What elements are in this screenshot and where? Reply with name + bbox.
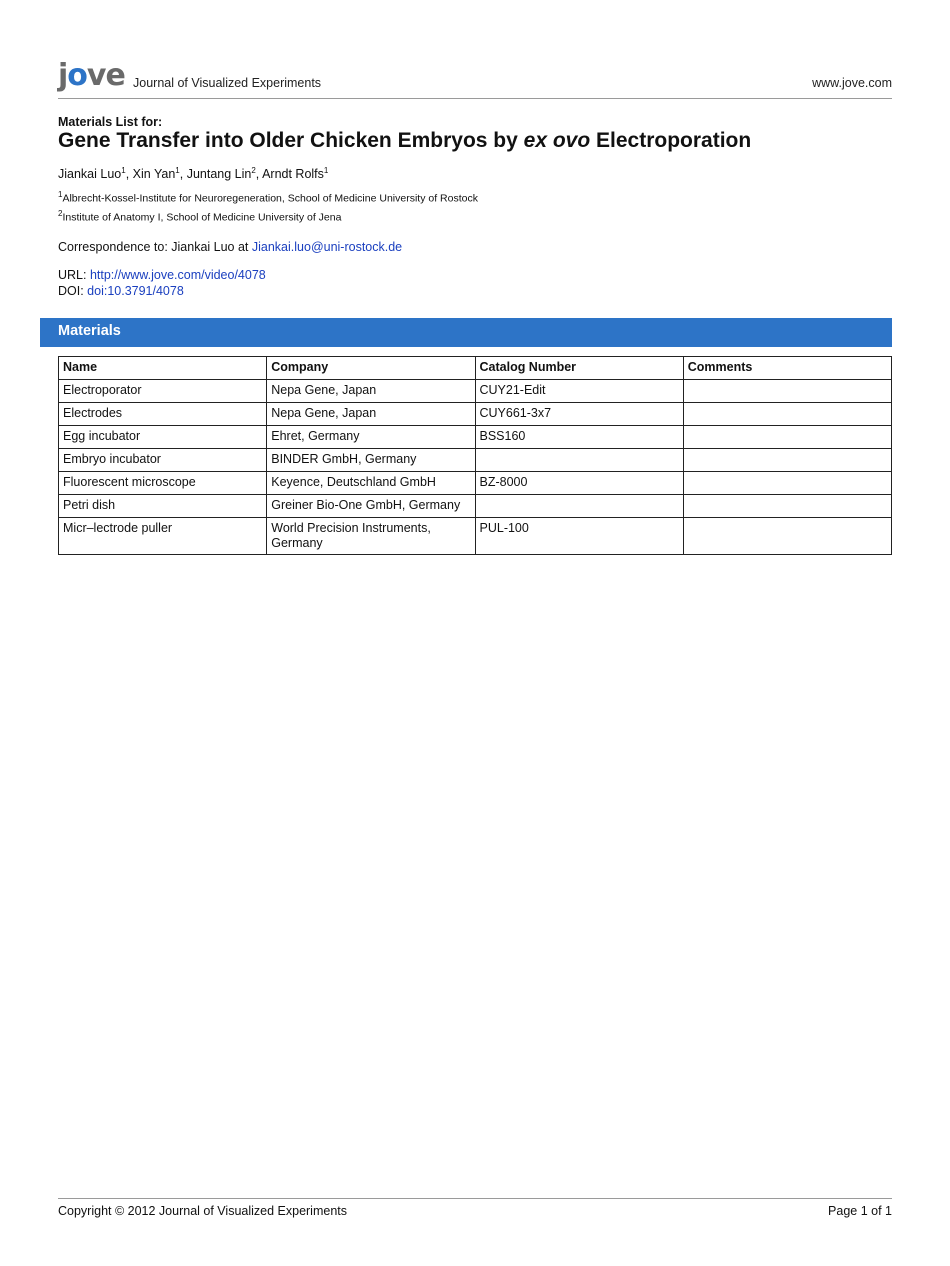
url-line	[58, 268, 266, 282]
site-url: www.jove.com	[812, 76, 892, 90]
url-label: URL:	[58, 268, 90, 282]
author-name: Juntang Lin	[186, 167, 252, 182]
table-cell	[475, 449, 683, 472]
materials-list-label: Materials List for:	[58, 115, 163, 129]
doi-link[interactable]: doi:10.3791/4078	[87, 284, 184, 298]
table-cell: PUL-100	[475, 518, 683, 555]
table-row	[59, 449, 892, 472]
table-cell: Fluorescent microscope	[59, 472, 267, 495]
title-text-2: Electroporation	[590, 129, 752, 152]
journal-name: Journal of Visualized Experiments	[133, 76, 322, 90]
table-cell: Electroporator	[59, 380, 267, 403]
video-url-link[interactable]: http://www.jove.com/video/4078	[89, 268, 266, 282]
table-cell: Micr–lectrode puller	[59, 518, 267, 555]
page-number: Page 1 of 1	[828, 1204, 892, 1218]
table-cell	[683, 426, 891, 449]
author-separator: ,	[125, 167, 133, 182]
table-row	[59, 426, 892, 449]
table-cell	[475, 495, 683, 518]
table-cell	[683, 449, 891, 472]
materials-section-header	[40, 318, 892, 347]
table-cell: BZ-8000	[475, 472, 683, 495]
table-cell: Ehret, Germany	[267, 426, 475, 449]
table-cell: World Precision Instruments, Germany	[267, 518, 475, 555]
affiliation-text: Institute of Anatomy I, School of Medicine University of Jena	[62, 211, 342, 224]
table-header-row	[59, 357, 892, 380]
correspondence-label: Correspondence to: Jiankai Luo at	[58, 240, 252, 254]
table-cell: Nepa Gene, Japan	[267, 380, 475, 403]
page-footer	[58, 1198, 892, 1218]
author-affiliation-number: 2	[251, 166, 256, 175]
table-cell: Embryo incubator	[59, 449, 267, 472]
author-name: Xin Yan	[132, 167, 176, 182]
column-header: Comments	[683, 357, 891, 380]
author-affiliation-number: 1	[323, 166, 329, 175]
doi-line	[58, 284, 184, 298]
author-name: Jiankai Luo	[58, 167, 122, 182]
table-row	[59, 380, 892, 403]
author-name: Arndt Rolfs	[262, 167, 324, 182]
author-list	[58, 166, 328, 181]
affiliation-2	[58, 209, 341, 224]
correspondence	[58, 240, 402, 254]
table-row	[59, 518, 892, 555]
table-cell: Electrodes	[59, 403, 267, 426]
title-text-1: Gene Transfer into Older Chicken Embryos by	[58, 129, 524, 152]
materials-table	[58, 356, 892, 555]
affiliation-number: 1	[58, 190, 63, 199]
title-italic: ex ovo	[523, 129, 591, 152]
table-cell: Petri dish	[59, 495, 267, 518]
table-cell: Keyence, Deutschland GmbH	[267, 472, 475, 495]
table-cell	[683, 472, 891, 495]
column-header: Catalog Number	[475, 357, 683, 380]
table-cell: CUY21-Edit	[475, 380, 683, 403]
section-title: Materials	[58, 323, 121, 339]
email-link[interactable]: Jiankai.luo@uni-rostock.de	[251, 240, 403, 254]
affiliation-1	[58, 190, 478, 205]
article-title	[58, 129, 751, 153]
table-cell: CUY661-3x7	[475, 403, 683, 426]
author-separator: ,	[179, 167, 187, 182]
copyright: Copyright © 2012 Journal of Visualized Experiments	[58, 1204, 347, 1218]
logo-wordmark: jove	[58, 58, 125, 93]
table-row	[59, 495, 892, 518]
author-affiliation-number: 1	[121, 166, 126, 175]
table-cell: BINDER GmbH, Germany	[267, 449, 475, 472]
table-cell	[683, 403, 891, 426]
table-cell	[683, 518, 891, 555]
table-cell: Nepa Gene, Japan	[267, 403, 475, 426]
table-cell	[683, 495, 891, 518]
page-header	[58, 58, 892, 99]
author-affiliation-number: 1	[175, 166, 180, 175]
affiliation-text: Albrecht-Kossel-Institute for Neuroregeneration, School of Medicine University of Rostock	[62, 192, 478, 205]
table-row	[59, 472, 892, 495]
doi-label: DOI:	[58, 284, 88, 298]
table-cell: Greiner Bio-One GmbH, Germany	[267, 495, 475, 518]
table-row	[59, 403, 892, 426]
table-cell	[683, 380, 891, 403]
column-header: Name	[59, 357, 267, 380]
affiliation-number: 2	[58, 209, 63, 218]
table-cell: Egg incubator	[59, 426, 267, 449]
table-cell: BSS160	[475, 426, 683, 449]
author-separator: ,	[255, 167, 263, 182]
column-header: Company	[267, 357, 475, 380]
